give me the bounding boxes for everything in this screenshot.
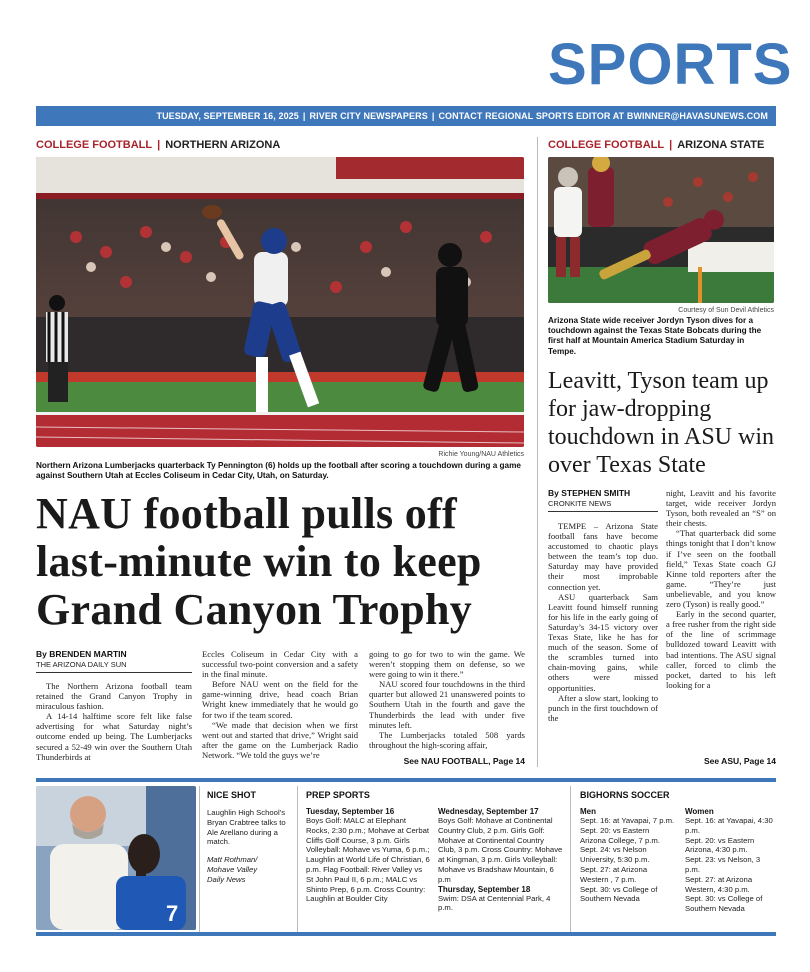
soccer-men xyxy=(580,807,675,904)
soccer-game: Sept. 27: at Arizona Western , 7 p.m. xyxy=(580,864,648,884)
nau-kicker-category: COLLEGE FOOTBALL xyxy=(36,139,153,151)
prep-day-schedule: Swim: DSA at Centennial Park, 4 p.m. xyxy=(438,893,551,913)
prep-sports-title: PREP SPORTS xyxy=(306,790,370,800)
nice-shot-text: Laughlin High School’s Bryan Crabtree talks to Ale Arellano during a match. xyxy=(207,808,286,847)
bottom-divider xyxy=(199,786,200,932)
jersey-number: 7 xyxy=(166,901,179,926)
asu-photo-credit: Courtesy of Sun Devil Athletics xyxy=(678,307,774,314)
soccer-game: Sept. 16: at Yavapai, 4:30 p.m. xyxy=(685,816,773,835)
soccer-men-label: Men xyxy=(580,807,596,816)
dateline-bar: TUESDAY, SEPTEMBER 16, 2025 | RIVER CITY NEWSPAPERS | CONTACT REGIONAL SPORTS EDITOR AT BWINNER@HAVASUNEWS.COM xyxy=(36,106,776,126)
asu-jump-link[interactable]: See ASU, Page 14 xyxy=(704,756,776,766)
soccer-game: Sept. 23: vs Nelson, 3 p.m. xyxy=(685,855,761,874)
nau-column-2 xyxy=(202,649,358,760)
asu-byline: By STEPHEN SMITH xyxy=(548,488,631,498)
soccer-title: BIGHORNS SOCCER xyxy=(580,790,670,800)
asu-col1-para: After a slow start, looking to punch in the first touchdown of the xyxy=(548,692,658,723)
soccer-game: Sept. 16: at Yavapai, 7 p.m. xyxy=(580,816,675,825)
asu-touchdown-photo xyxy=(548,157,774,303)
nau-touchdown-photo xyxy=(36,157,524,447)
nau-col2-para: Eccles Coliseum in Cedar City with a successful two-point conversion and a safety in the final minute. xyxy=(202,649,358,680)
soccer-women-label: Women xyxy=(685,807,714,816)
soccer-game: Sept. 20: vs Eastern Arizona, 4:30 p.m. xyxy=(685,835,755,855)
prep-day-schedule: Boys Golf: MALC at Elephant Rocks, 2:30 p.m.; Mohave at Cerbat Cliffs Golf Course, 3 p.m. Girls Volleyball: Mohave vs Yuma, 6 p.m.; Laughlin at World Life of Christian, 6 p.m. Flag Football: River Valley vs St John Paul II, 6 p.m.; MALC vs Shinto Prep, 6 p.m. Cross Country: Laughlin at Boulder City xyxy=(306,816,430,904)
nau-kicker: COLLEGE FOOTBALL | NORTHERN ARIZONA xyxy=(36,139,281,151)
nice-shot-credit-line: Daily News xyxy=(207,874,246,884)
nau-photo-credit: Richie Young/NAU Athletics xyxy=(438,451,524,458)
nau-col3-para: The Lumberjacks totaled 508 yards throughout the high-scoring affair, xyxy=(369,729,525,750)
bottom-band-bottom-rule xyxy=(36,932,776,936)
nice-shot-block xyxy=(207,790,292,885)
nau-byline-block xyxy=(36,649,192,673)
asu-col1-para: TEMPE – Arizona State football fans have become accustomed to chaotic plays between the team’s top duo. Saturday may have provided their most improbable connection yet. xyxy=(548,521,658,592)
asu-col2-para: Early in the second quarter, a free rusher from the right side of the line of scrimmage bulldozed toward Leavitt with bad intentions. The ASU signal caller, forced to climb the pocket, darted to his left looking for a xyxy=(666,609,776,690)
nau-headline[interactable]: NAU football pulls off last-minute win to keep Grand Canyon Trophy xyxy=(36,489,482,634)
nau-col1-para: The Northern Arizona football team retained the Grand Canyon Trophy in miraculous fashion. xyxy=(36,681,192,712)
prep-day-schedule: Boys Golf: Mohave at Continental Country Club, 2 p.m. Girls Golf: Mohave at Continental Country Club, 3 p.m. Cross Country: Mohave at Kingman, 3 p.m. Girls Volleyball: Mohave vs Bradshaw Mountain, 6 p.m xyxy=(438,816,563,884)
prep-sports-day2 xyxy=(438,807,564,913)
soccer-game: Sept. 27: at Arizona Western, 4:30 p.m. xyxy=(685,874,753,894)
nice-shot-credit-line: Mohave Valley xyxy=(207,864,258,874)
soccer-game: Sept. 30: vs College of Southern Nevada xyxy=(580,884,658,904)
nau-col3-para: NAU scored four touchdowns in the third quarter but allowed 21 unanswered points to Southern Utah in the fourth and gave the Thunderbirds the lead with under five minutes left. xyxy=(369,679,525,730)
nau-photo-caption: Northern Arizona Lumberjacks quarterback Ty Pennington (6) holds up the football after scoring a touchdown during a game against Southern Utah at Eccles Coliseum in Cedar City, Utah, on Saturday. xyxy=(36,461,521,481)
asu-byline-org: CRONKITE NEWS xyxy=(548,499,612,508)
prep-sports-block xyxy=(306,790,566,800)
prep-day-heading: Wednesday, September 17 xyxy=(438,807,539,816)
asu-headline[interactable]: Leavitt, Tyson team up for jaw-dropping touchdown in ASU win over Texas State xyxy=(548,368,775,478)
bottom-divider xyxy=(297,786,298,932)
nau-byline-org: THE ARIZONA DAILY SUN xyxy=(36,660,127,669)
soccer-game: Sept. 30: vs College of Southern Nevada xyxy=(685,894,763,914)
editor-contact[interactable]: CONTACT REGIONAL SPORTS EDITOR AT BWINNER@HAVASUNEWS.COM xyxy=(438,111,768,121)
soccer-game: Sept. 20: vs Eastern Arizona College, 7 p.m. xyxy=(580,825,660,845)
section-masthead: SPORTS xyxy=(548,32,793,97)
prep-sports-day1 xyxy=(306,807,430,904)
nice-shot-credit-line: Matt Rothman/ xyxy=(207,855,258,865)
paper-name: RIVER CITY NEWSPAPERS xyxy=(309,111,428,121)
soccer-block xyxy=(580,790,776,800)
bottom-band-top-rule xyxy=(36,778,776,782)
nau-byline-rule xyxy=(36,672,192,673)
asu-kicker-subcategory: ARIZONA STATE xyxy=(677,139,765,151)
nau-jump-link[interactable]: See NAU FOOTBALL, Page 14 xyxy=(403,756,525,766)
bottom-divider xyxy=(570,786,571,932)
prep-day-heading: Thursday, September 18 xyxy=(438,884,531,894)
asu-col2-para: “That quarterback did some things tonight that I don’t know if I’ve seen on the football field,” Texas State coach GJ Kinne told reporters after the game. “They’re just unbelievable, and you know zero (Tyson) is really good.” xyxy=(666,528,776,610)
nau-col2-para: Before NAU went on the field for the game-winning drive, head coach Brian Wright knew immediately that he would go for two if the team scored. xyxy=(202,679,358,720)
nice-shot-credit xyxy=(207,855,292,884)
asu-photo-caption: Arizona State wide receiver Jordyn Tyson dives for a touchdown against the Texas State Bobcats during the first half at Mountain America Stadium Saturday in Tempe. xyxy=(548,316,762,356)
nau-kicker-subcategory: NORTHERN ARIZONA xyxy=(165,139,281,151)
nice-shot-photo xyxy=(36,786,196,930)
asu-byline-rule xyxy=(548,511,658,512)
nice-shot-title: NICE SHOT xyxy=(207,790,257,800)
issue-date: TUESDAY, SEPTEMBER 16, 2025 xyxy=(156,111,299,121)
nau-col2-para: “We made that decision when we first went out and started that drive,” Wright said after the game on the Lumberjack Radio Network. “We told the guys we’re xyxy=(202,719,358,760)
nau-column-1 xyxy=(36,681,192,762)
asu-kicker: COLLEGE FOOTBALL | ARIZONA STATE xyxy=(548,139,765,151)
asu-byline-block xyxy=(548,488,658,512)
nau-col3-para: going to go for two to win the game. We weren’t stopping them on defense, so we were going to win it there.” xyxy=(369,649,525,680)
nau-byline: By BRENDEN MARTIN xyxy=(36,649,127,659)
soccer-game: Sept. 24: vs Nelson University, 5:30 p.m. xyxy=(580,845,650,865)
asu-col1-para: ASU quarterback Sam Leavitt found himself running for his life in the early going of Saturday’s 34-15 victory over Texas State, like he has for much of the season. Some of the scrambles turned into chain-moving gains, while others were missed opportunities. xyxy=(548,591,658,693)
column-divider xyxy=(537,137,538,767)
nau-col1-para: A 14-14 halftime score felt like false advertising for what Saturday night’s outcome ended up being. The Lumberjacks secured a 52-49 win over the Southern Utah Thunderbirds at xyxy=(36,711,192,762)
nau-column-3 xyxy=(369,649,525,750)
soccer-women xyxy=(685,807,777,914)
asu-column-2 xyxy=(666,488,776,690)
prep-day-heading: Tuesday, September 16 xyxy=(306,807,395,816)
asu-col2-para: night, Leavitt and his favorite target, wide receiver Jordyn Tyson, both revealed an “S” on their chests. xyxy=(666,488,776,529)
asu-kicker-category: COLLEGE FOOTBALL xyxy=(548,139,665,151)
asu-column-1 xyxy=(548,521,658,723)
